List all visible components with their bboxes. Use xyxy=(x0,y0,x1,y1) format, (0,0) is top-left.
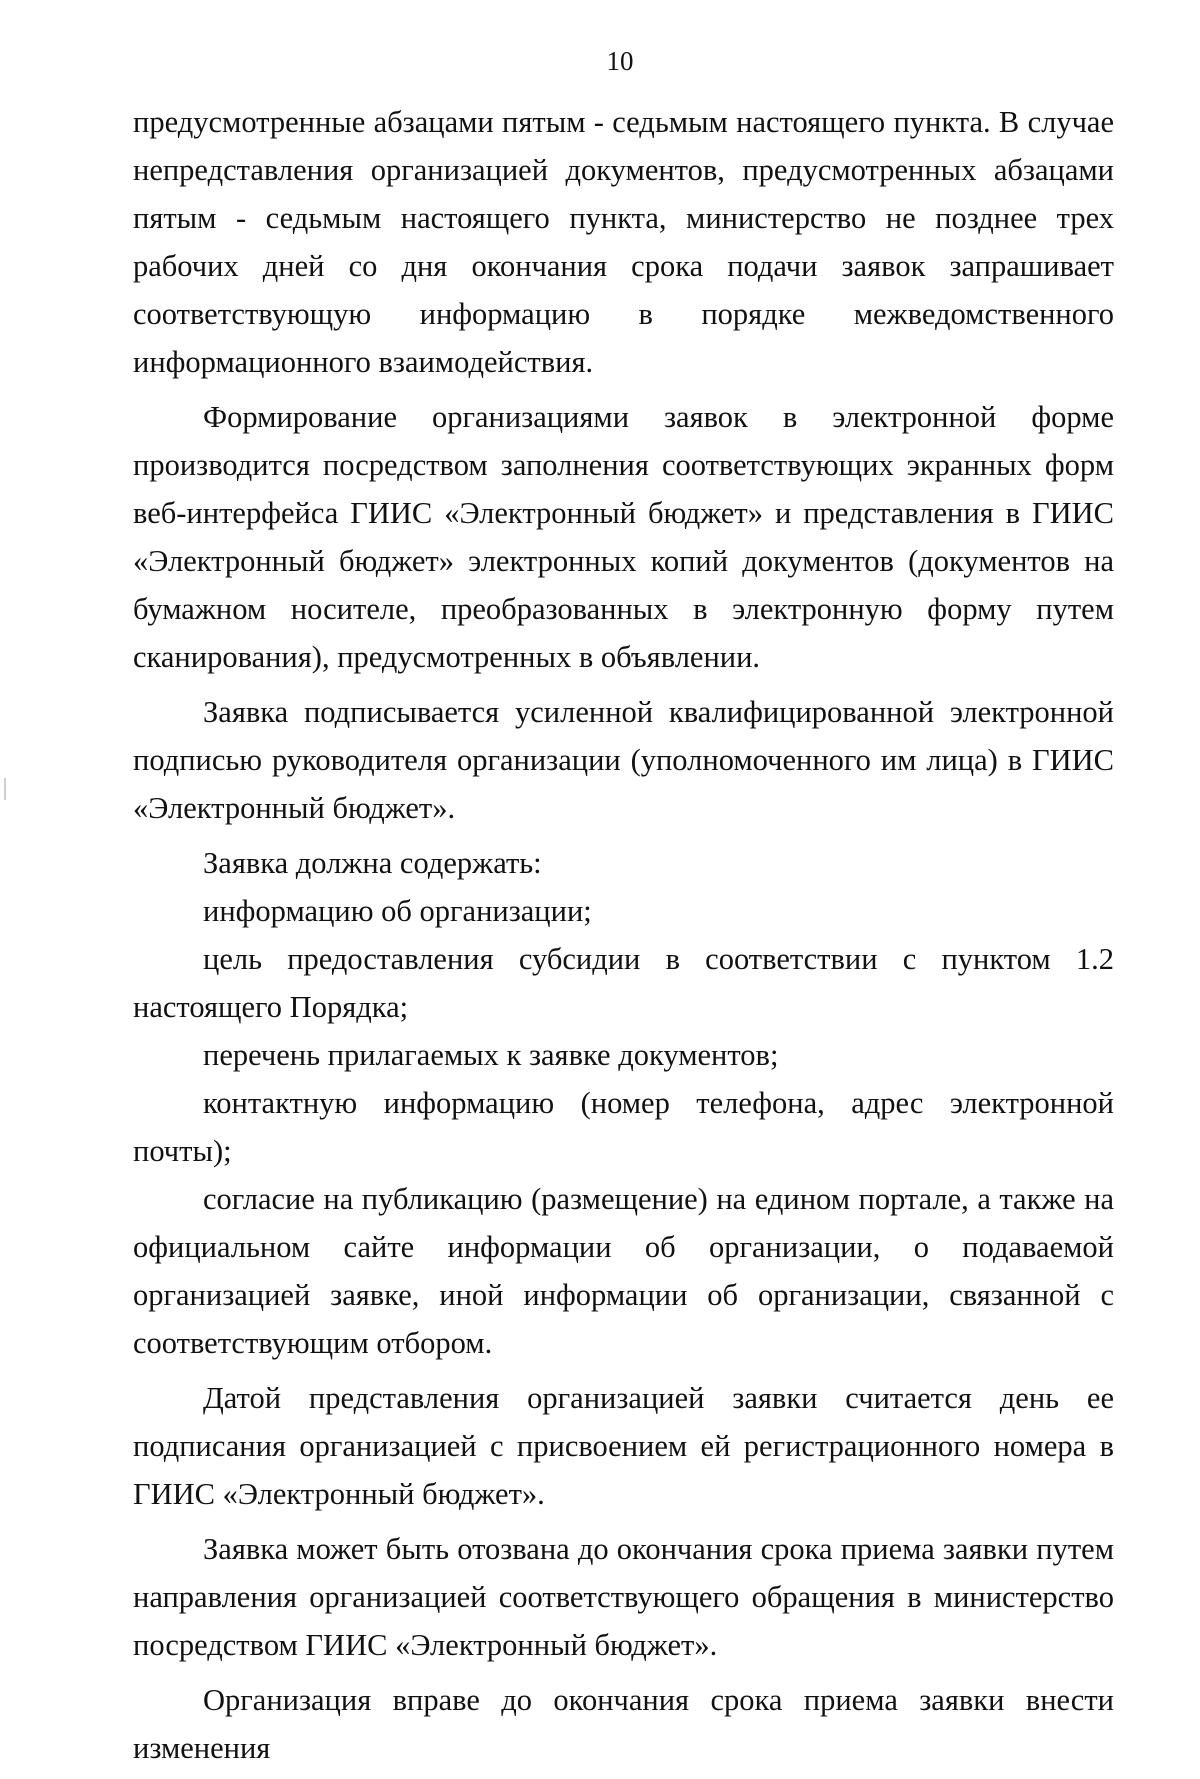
paragraph-continuation: предусмотренные абзацами пятым - седьмым настоящего пункта. В случае непредставления организацией документов, предусмотренных абзацами пятым - седьмым настоящего пункта, министерство не позднее трех рабочих дней со дня окончания срока подачи заявок запрашивает соответствующую информацию в порядке межведомственного информационного взаимодействия. xyxy=(133,105,1114,379)
list-item-attached-documents: перечень прилагаемых к заявке документов; xyxy=(203,1038,779,1072)
paragraph-application-changes: Организация вправе до окончания срока приема заявки внести изменения xyxy=(133,1683,1114,1765)
paragraph-application-contents-intro: Заявка должна содержать: xyxy=(203,846,542,880)
scan-margin-mark xyxy=(4,778,6,800)
paragraph-application-forming: Формирование организациями заявок в электронной форме производится посредством заполнения соответствующих экранных форм веб-интерфейса ГИИС «Электронный бюджет» и представления в ГИИС «Электронный бюджет» электронных копий документов (документов на бумажном носителе, преобразованных в электронную форму путем сканирования), предусмотренных в объявлении. xyxy=(133,400,1114,674)
list-item-organization-info: информацию об организации; xyxy=(203,894,592,928)
paragraph-application-signing: Заявка подписывается усиленной квалифицированной электронной подписью руководителя организации (уполномоченного им лица) в ГИИС «Электронный бюджет». xyxy=(133,695,1114,825)
page-number: 10 xyxy=(606,46,634,76)
paragraph-application-withdrawal: Заявка может быть отозвана до окончания срока приема заявки путем направления организацией соответствующего обращения в министерство посредством ГИИС «Электронный бюджет». xyxy=(133,1532,1114,1662)
list-item-contact-info: контактную информацию (номер телефона, адрес электронной почты); xyxy=(133,1086,1114,1168)
paragraph-submission-date: Датой представления организацией заявки считается день ее подписания организацией с присвоением ей регистрационного номера в ГИИС «Электронный бюджет». xyxy=(133,1381,1114,1511)
list-item-subsidy-purpose: цель предоставления субсидии в соответствии с пунктом 1.2 настоящего Порядка; xyxy=(133,942,1114,1024)
list-item-publication-consent: согласие на публикацию (размещение) на едином портале, а также на официальном сайте информации об организации, о подаваемой организацией заявке, иной информации об организации, связанной с соответствующим отбором. xyxy=(133,1182,1114,1360)
document-body xyxy=(133,98,1114,1779)
